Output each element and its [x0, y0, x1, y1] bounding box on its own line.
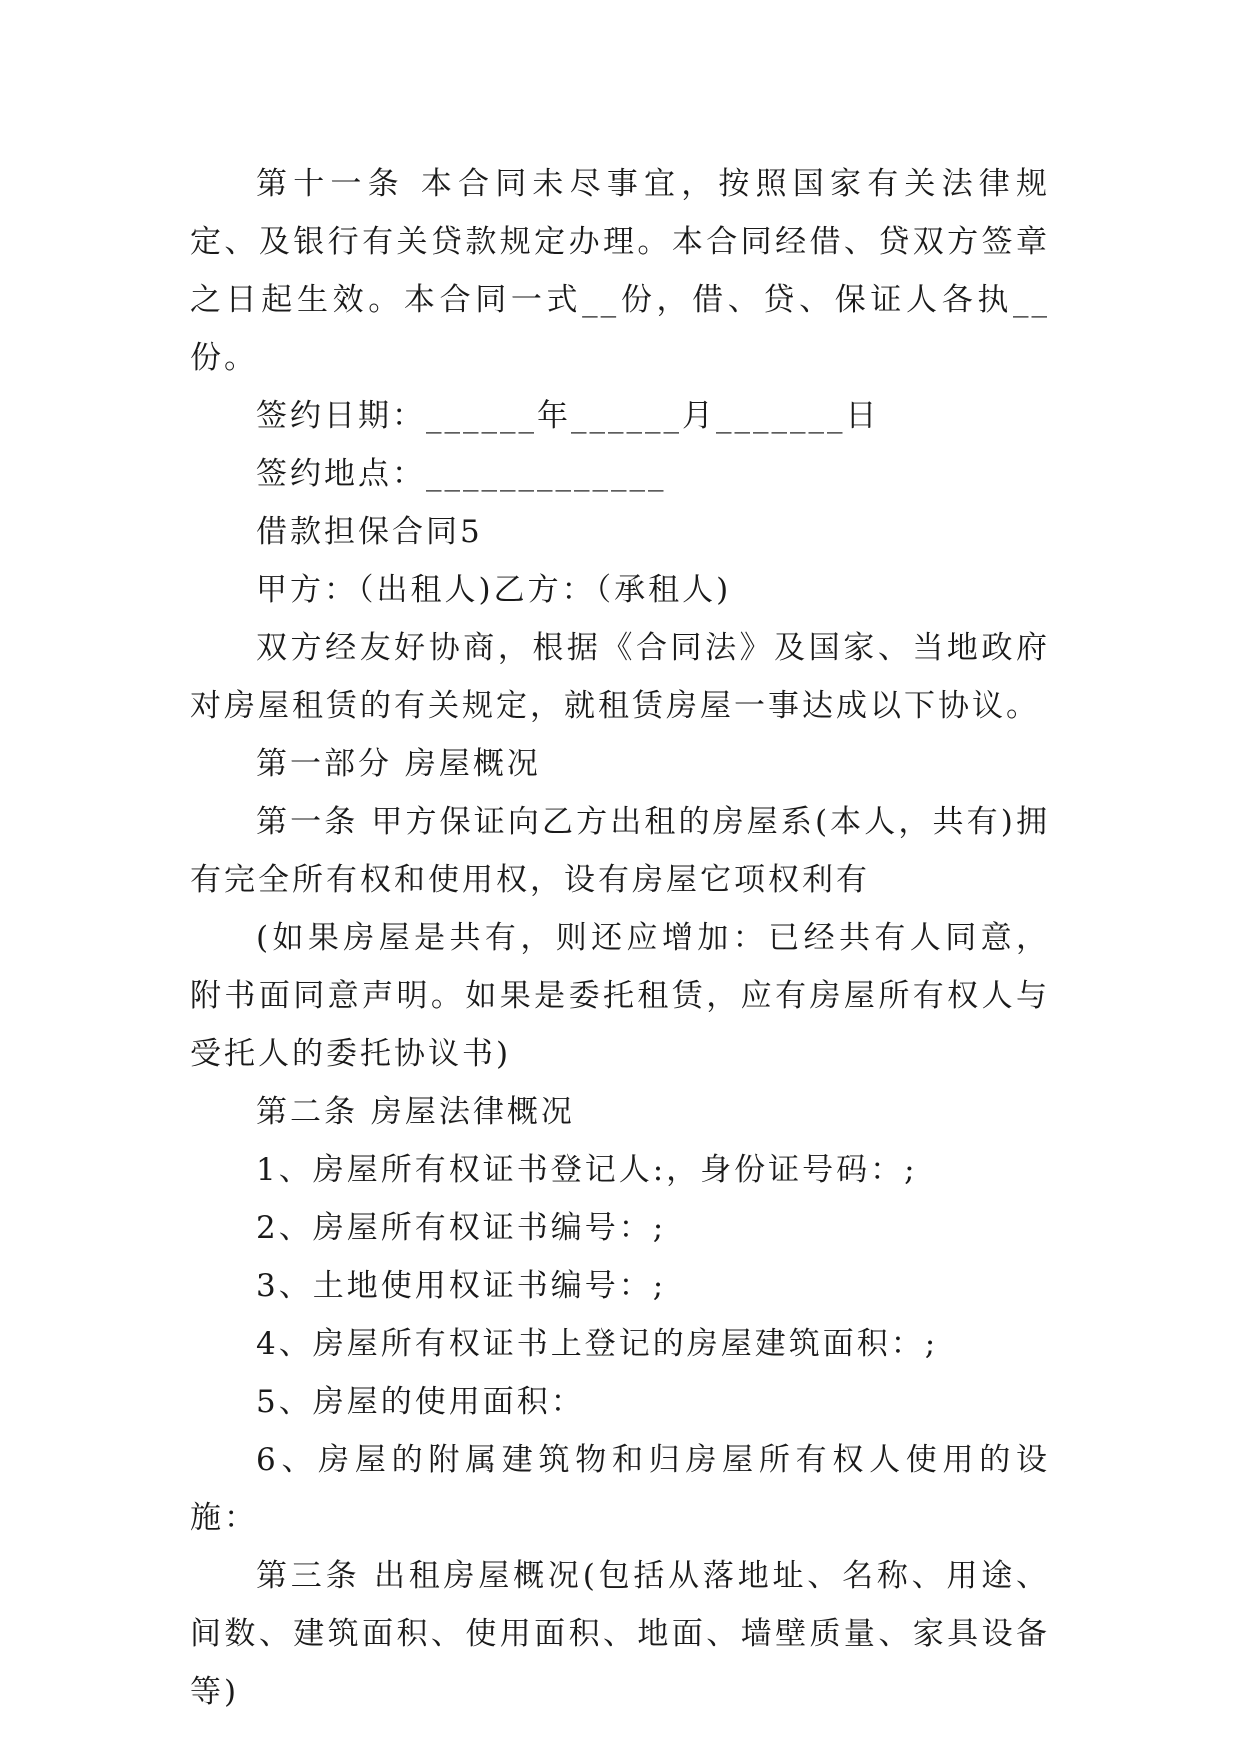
- list-item: 5、房屋的使用面积：: [256, 1384, 585, 1420]
- list-item: 2、房屋所有权证书编号：;: [256, 1210, 667, 1246]
- part-heading: 第一部分 房屋概况: [256, 746, 541, 782]
- list-item: 4、房屋所有权证书上登记的房屋建筑面积：;: [256, 1326, 939, 1362]
- article-heading: 第二条 房屋法律概况: [256, 1094, 575, 1130]
- list-item: 6、房屋的附属建筑物和归房屋所有权人使用的设施：: [190, 1442, 1050, 1536]
- paragraph-signing-date: 签约日期：______年______月_______日: [256, 398, 880, 434]
- paragraph-article-11: 第十一条 本合同未尽事宜，按照国家有关法律规定、及银行有关贷款规定办理。本合同经借、贷双方签章之日起生效。本合同一式__份，借、贷、保证人各执__份。: [190, 166, 1050, 376]
- list-item: 3、土地使用权证书编号：;: [256, 1268, 667, 1304]
- paragraph-parties: 甲方：（出租人)乙方：（承租人): [256, 572, 732, 608]
- section-title: 借款担保合同5: [256, 514, 483, 550]
- document-body: [190, 155, 1050, 1721]
- paragraph-note: (如果房屋是共有，则还应增加：已经共有人同意，附书面同意声明。如果是委托租赁，应有房屋所有权人与受托人的委托协议书): [190, 920, 1050, 1072]
- paragraph-signing-place: 签约地点：_____________: [256, 456, 667, 492]
- paragraph-preamble: 双方经友好协商，根据《合同法》及国家、当地政府对房屋租赁的有关规定，就租赁房屋一事达成以下协议。: [190, 630, 1050, 724]
- paragraph-article-3: 第三条 出租房屋概况(包括从落地址、名称、用途、间数、建筑面积、使用面积、地面、墙壁质量、家具设备等): [190, 1558, 1050, 1710]
- paragraph-article-1: 第一条 甲方保证向乙方出租的房屋系(本人，共有)拥有完全所有权和使用权，设有房屋它项权利有: [190, 804, 1050, 898]
- list-item: 1、房屋所有权证书登记人:，身份证号码：;: [256, 1152, 918, 1188]
